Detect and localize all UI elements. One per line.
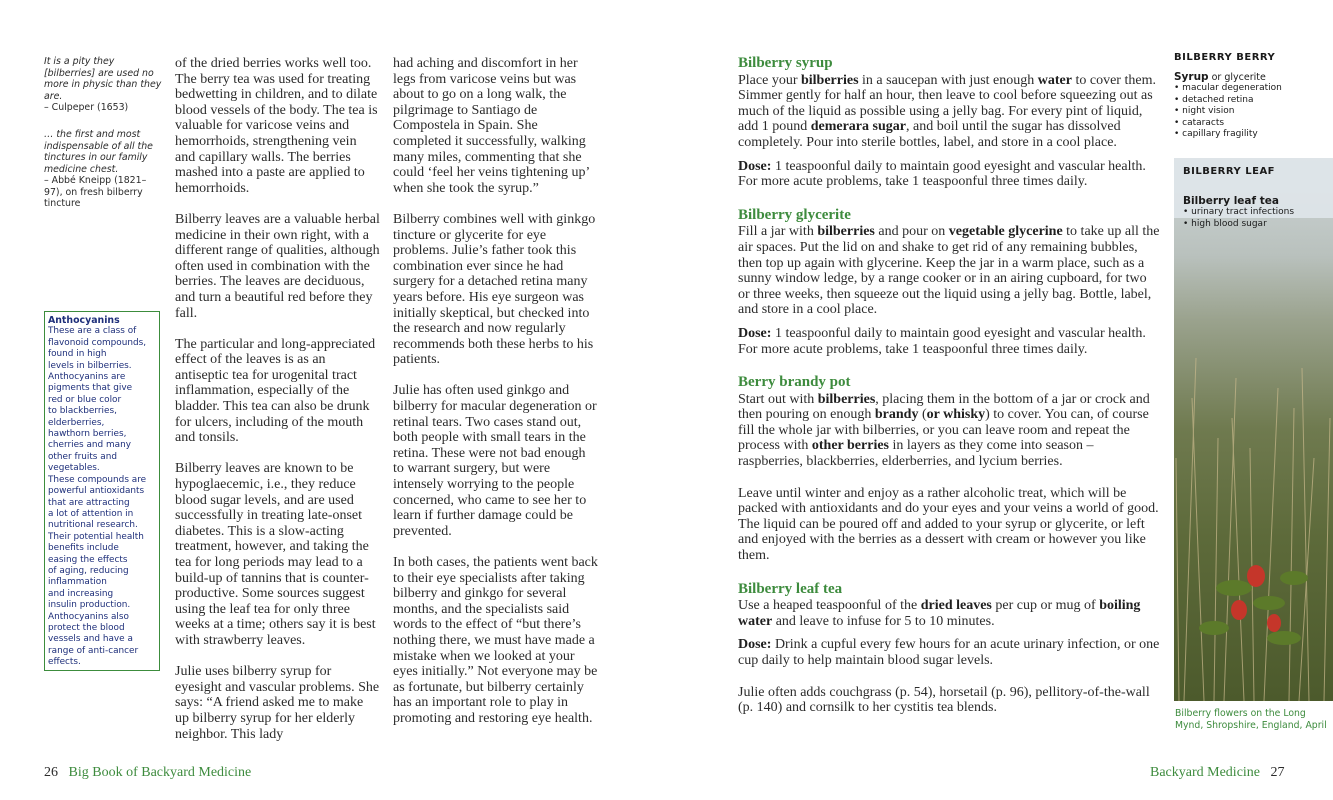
list-item: • detached retina [1174, 95, 1333, 107]
sidebar-heading-berry: BILBERRY BERRY [1174, 52, 1276, 63]
list-item: • urinary tract infections [1183, 207, 1333, 219]
list-item: • macular degeneration [1174, 83, 1333, 95]
brandy-instructions: Start out with bilberries, placing them in the bottom of a jar or crock and then pouring on enough brandy (or whisky) to cover. You can, of course fill the whole jar with bilberries, or you can leave room and repeat the process with other berries in layers as they come into season – raspberries, blackberries, elderberries, and lycium berries. [738, 391, 1150, 470]
book-title: Backyard Medicine [1150, 765, 1261, 780]
sidebar-heading-leaf: BILBERRY LEAF [1183, 166, 1276, 177]
page-number: 27 [1270, 765, 1285, 780]
folio-left [44, 765, 251, 781]
quote-attribution: – Culpeper (1653) [44, 102, 129, 113]
list-item: • capillary fragility [1174, 129, 1333, 141]
syrup-instructions: Place your bilberries in a saucepan with just enough water to cover them. Simmer gently for half an hour, then leave to cool before squeezing out as much of the liquid as possible using a jelly bag. For every pint of liquid, add 1 pound demerara sugar, and boil until the sugar has dissolved completely. Pour into sterile bottles, label, and store in a cool place. [738, 72, 1156, 150]
paragraph: Bilberry leaves are a valuable herbal medicine in their own right, with a different range of qualities, although often used in combination with the berries. The leaves are deciduous, and turn a beautiful red before they fall. [175, 211, 380, 321]
list-item: • night vision [1174, 106, 1333, 118]
left-column-1 [175, 56, 380, 742]
quote-kneipp [44, 129, 160, 210]
glycerite-dose: Dose: 1 teaspoonful daily to maintain good eyesight and vascular health. For more acute problems, take 1 teaspoonful three times daily. [738, 325, 1146, 357]
section-heading: Berry brandy pot [738, 374, 851, 391]
sidebar-subheading: Bilberry leaf tea [1183, 195, 1279, 207]
paragraph: had aching and discomfort in her legs from varicose veins but was about to go on a long walk, the pilgrimage to Santiago de Compostela in Spain. She completed it successfully, walking many miles, commenting that she could ‘feel her veins tightening up’ when she took the syrup.” [393, 56, 590, 196]
section-heading: Bilberry syrup [738, 55, 833, 71]
right-column [738, 56, 1160, 734]
section-brandy [738, 375, 1160, 564]
list-item: • cataracts [1174, 118, 1333, 130]
bilberry-photo [1174, 158, 1333, 701]
leaf-sidebar [1183, 166, 1333, 230]
section-heading: Bilberry leaf tea [738, 580, 843, 597]
paragraph: Bilberry leaves are known to be hypoglaecemic, i.e., they reduce blood sugar levels, and are used successfully in treating late-onset diabetes. This is a slow-acting treatment, however, and taking the tea for long periods may lead to a build-up of tannins that is counter-productive. Some sources suggest using the leaf tea for only three weeks at a time; others say it is best with strawberry leaves. [175, 461, 376, 648]
glycerite-instructions: Fill a jar with bilberries and pour on vegetable glycerine to take up all the air spaces. Put the lid on and shake to get rid of any remaining bubbles, then top up again with glycerine. Keep the jar in a warm place, such as a sunny window ledge, by a range cooker or in an airing cupboard, for two or three weeks, then squeeze out the liquid using a jelly bag. Bottle, label, and store in a cool place. [738, 224, 1160, 318]
paragraph: Bilberry combines well with ginkgo tincture or glycerite for eye problems. Julie’s father took this combination ever since he had surgery for a detached retina many years before. His eye surgeon was initially skeptical, but checked into the research and now regularly recommends both these herbs to his patients. [393, 211, 596, 368]
quote-text: … the first and most indispensable of all the tinctures in our family medicine chest. [44, 129, 153, 175]
paragraph: of the dried berries works well too. The berry tea was used for treating bedwetting in children, and to dilate blood vessels of the body. The tea is valuable for varicose veins and hemorrhoids, strengthening vein and capillary walls. The berries mashed into a paste are applied to hemorrhoids. [175, 56, 378, 196]
leaf-tea-note: Julie often adds couchgrass (p. 54), horsetail (p. 96), pellitory-of-the-wall (p. 140) and cornsilk to her cystitis tea blends. [738, 684, 1150, 716]
paragraph: The particular and long-appreciated effect of the leaves is as an antiseptic tea for urogenital tract inflammation, especially of the bladder. This tea can also be drunk for ulcers, including of the mouth and tonsils. [175, 336, 376, 446]
quote-culpeper [44, 56, 162, 114]
page-number: 26 [44, 765, 58, 780]
uses-sidebar [1174, 52, 1333, 141]
photo-caption: Bilberry flowers on the Long Mynd, Shropshire, England, April [1175, 708, 1327, 731]
leaf-tea-dose: Dose: Drink a cupful every few hours for an acute urinary infection, or one cup daily to help maintain blood sugar levels. [738, 637, 1160, 668]
syrup-dose: Dose: 1 teaspoonful daily to maintain good eyesight and vascular health. For more acute problems, take 1 teaspoonful three times daily. [738, 158, 1146, 190]
paragraph: Julie uses bilberry syrup for eyesight and vascular problems. She says: “A friend asked me to make up bilberry syrup for her elderly neighbor. This lady [175, 664, 380, 742]
left-column-2 [393, 56, 599, 727]
box-title: Anthocyanins [48, 315, 120, 326]
quote-attribution: – Abbé Kneipp (1821–97), on fresh bilberry tincture [44, 175, 147, 209]
paragraph: Julie has often used ginkgo and bilberry for macular degeneration or retinal tears. Two cases stand out, both people with small tears in the retina. These were not bad enough to warrant surgery, but were intensely worrying to the people concerned, who came to see her to learn if further damage could be prevented. [393, 383, 597, 539]
folio-right [1150, 765, 1285, 781]
brandy-note: Leave until winter and enjoy as a rather alcoholic treat, which will be packed with antioxidants and do your eyes and your veins a world of good. The liquid can be poured off and added to your syrup or glycerite, or left and enjoyed with the berries as a dessert with cream or however you like them. [738, 485, 1159, 564]
anthocyanins-box [44, 311, 160, 671]
box-body: These are a class of flavonoid compounds, found in high levels in bilberries. Anthocyanins are pigments that give red or blue color to blackberries, elderberries, hawthorn berries, cherries and many other fruits and vegetables. These compounds are powerful antioxidants that are attracting a lot of attention in nutritional research. Their potential health benefits include easing the effects of aging, reducing inflammation and increasing insulin production. Anthocyanins also protect the blood vessels and have a range of anti-cancer effects. [48, 326, 147, 668]
berry-uses-list [1174, 83, 1333, 141]
section-syrup [738, 56, 1160, 190]
book-title: Big Book of Backyard Medicine [68, 765, 252, 780]
leaf-tea-instructions: Use a heaped teaspoonful of the dried leaves per cup or mug of boiling water and leave to infuse for 5 to 10 minutes. [738, 598, 1141, 629]
sidebar-subheading: Syrup or glycerite [1174, 71, 1266, 83]
section-heading: Bilberry glycerite [738, 206, 851, 223]
paragraph: In both cases, the patients went back to their eye specialists after taking bilberry and ginkgo for several months, and the specialists said words to the effect of “but there’s nothing there, we must have made a mistake when we looked at your eyes initially.” Not everyone may be as fortunate, but bilberry certainly has an important role to play in promoting and restoring eye health. [393, 555, 598, 726]
quote-text: It is a pity they [bilberries] are used no more in physic than they are. [44, 56, 162, 102]
section-leaf-tea [738, 582, 1160, 716]
leaf-uses-list [1183, 207, 1333, 230]
list-item: • high blood sugar [1183, 219, 1333, 231]
section-glycerite [738, 208, 1160, 357]
